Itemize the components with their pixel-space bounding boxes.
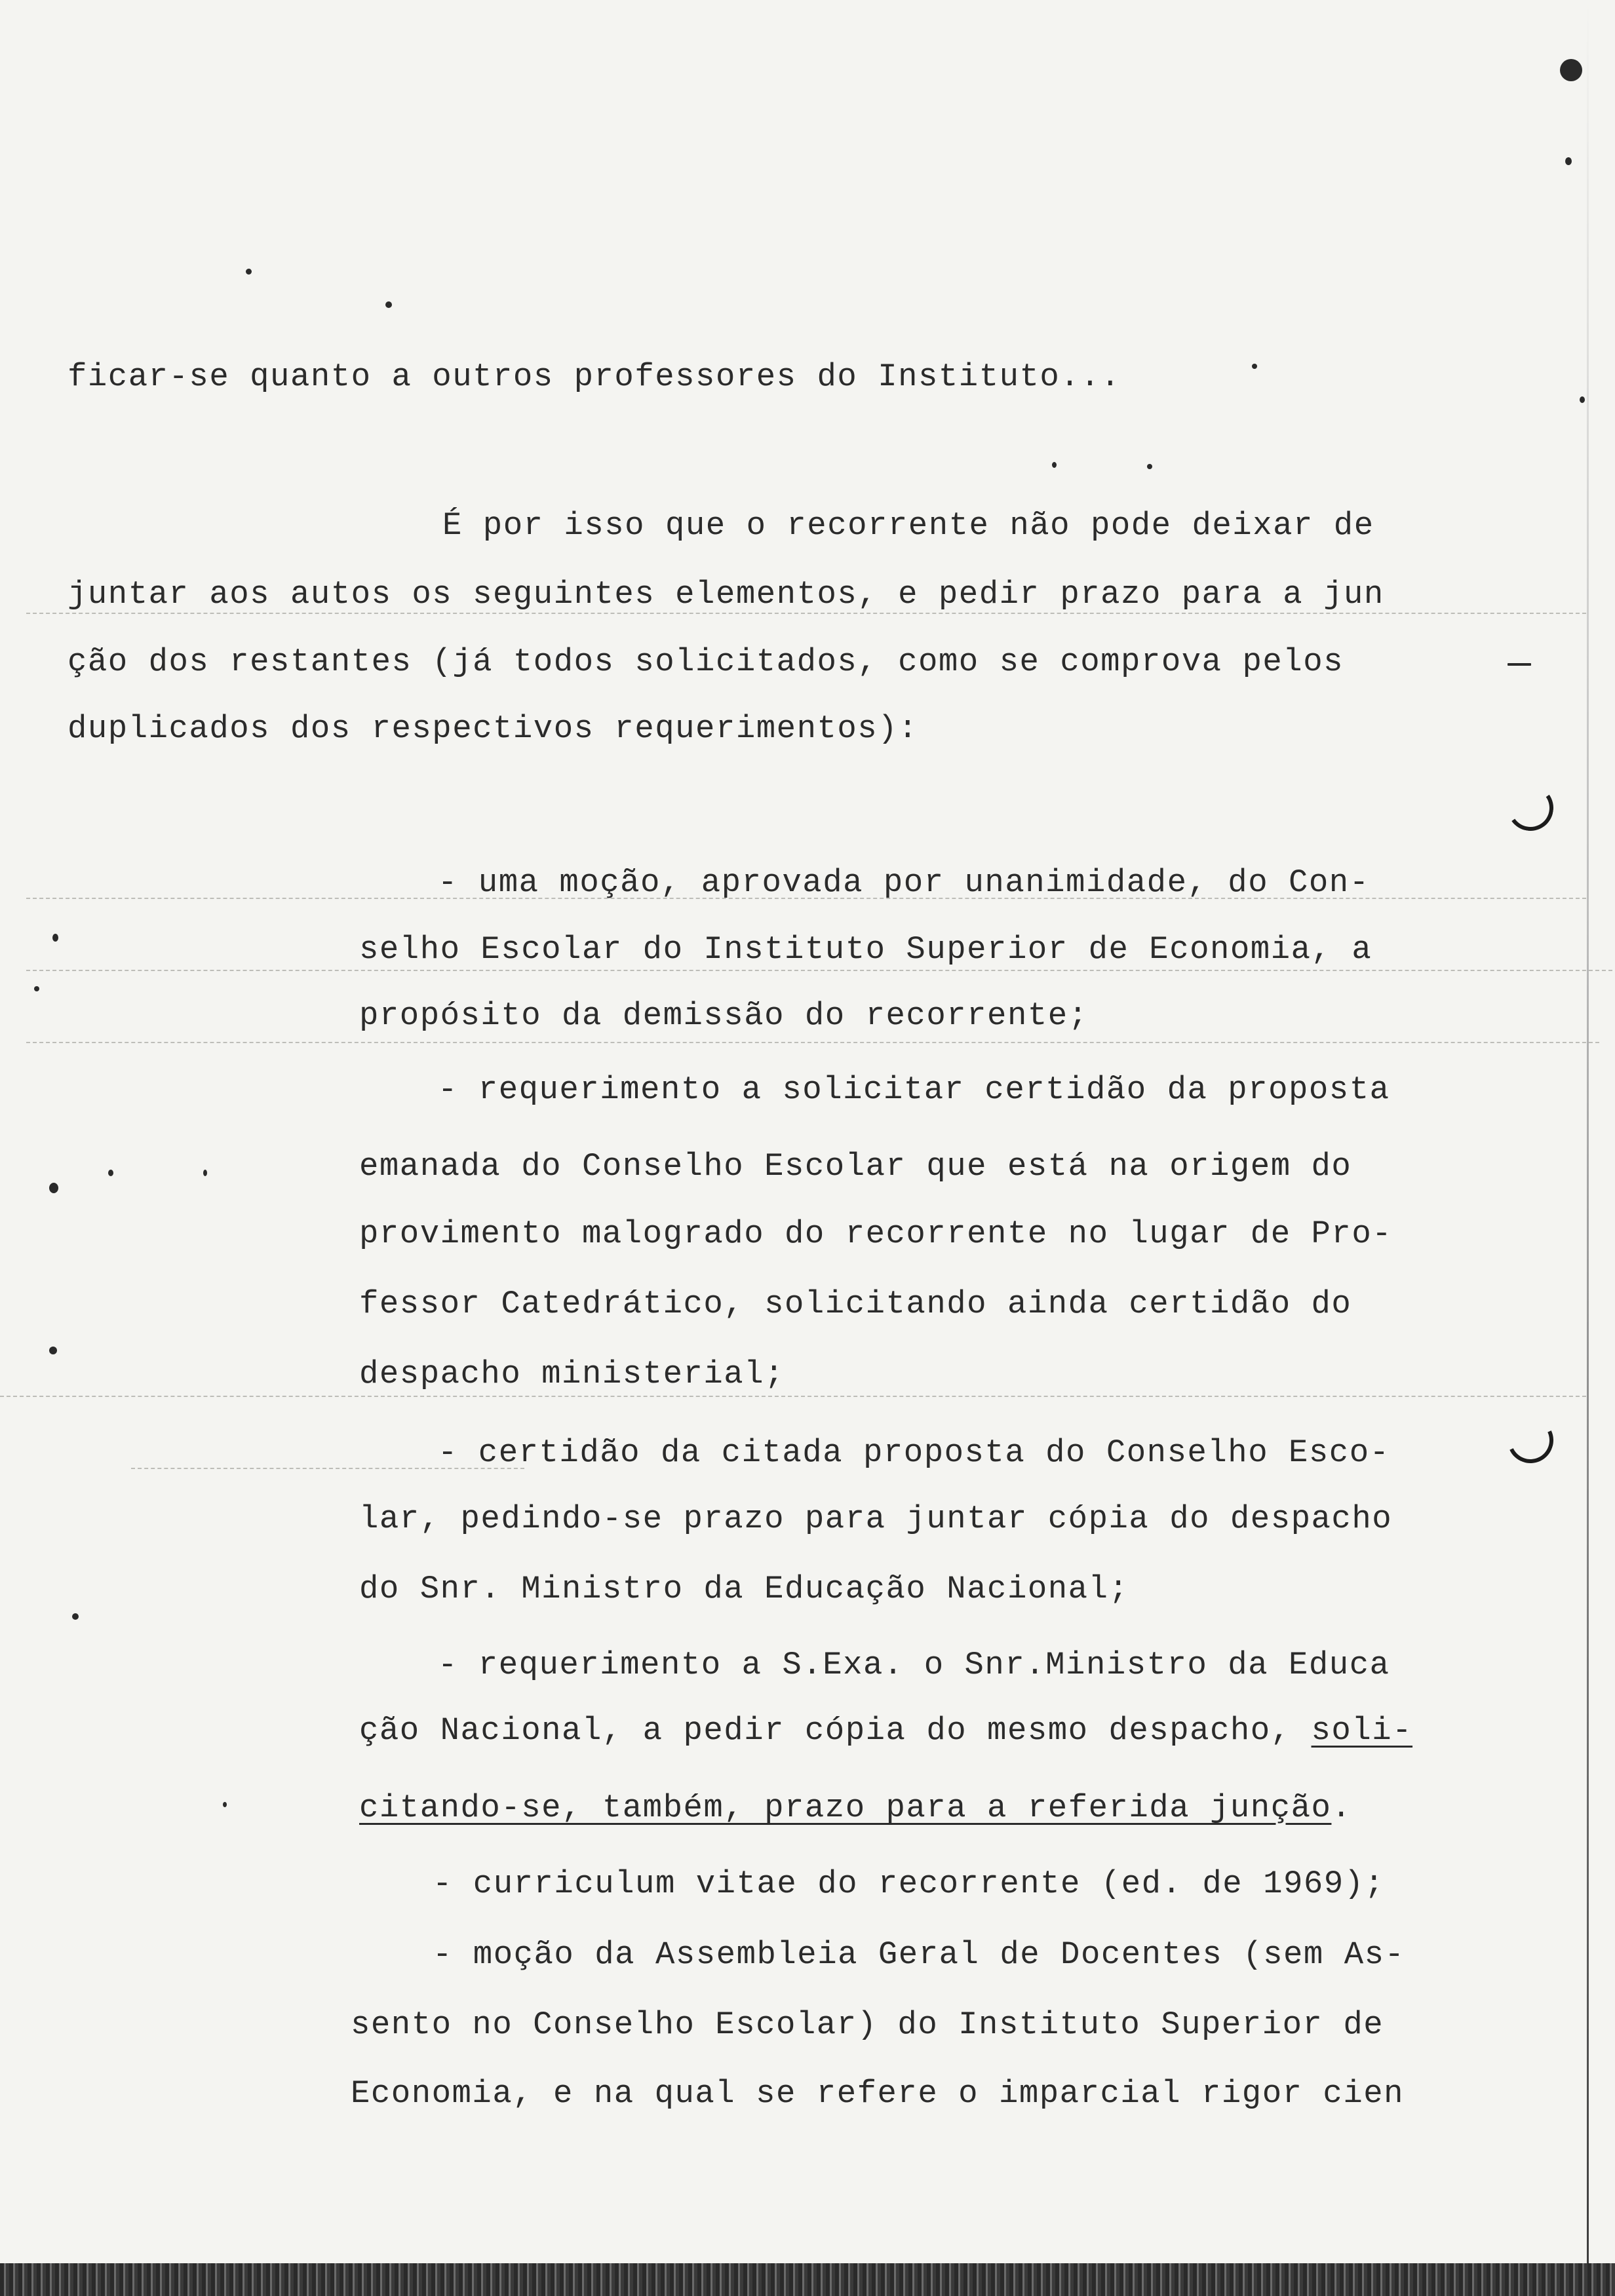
text-line: - curriculum vitae do recorrente (ed. de 1969);	[433, 1866, 1385, 1902]
speck	[108, 1170, 113, 1176]
underlined-text: soli-	[1311, 1712, 1413, 1749]
speck	[223, 1802, 227, 1807]
speck	[1560, 59, 1582, 81]
speck	[1252, 364, 1257, 369]
text-line: - requerimento a solicitar certidão da proposta	[438, 1071, 1390, 1108]
text-line: ção dos restantes (já todos solicitados, como se comprova pelos	[68, 643, 1344, 680]
speck	[1580, 396, 1585, 403]
speck	[246, 269, 252, 275]
speck	[52, 934, 58, 942]
text-line: despacho ministerial;	[359, 1356, 785, 1392]
underlined-text: citando-se, também, prazo para a referida junção	[359, 1789, 1332, 1826]
speck	[203, 1170, 207, 1176]
text-line: emanada do Conselho Escolar que está na origem do	[359, 1148, 1352, 1185]
speck	[1565, 157, 1572, 165]
text-line: sento no Conselho Escolar) do Instituto Superior de	[351, 2006, 1384, 2043]
text-line	[359, 1788, 1352, 1827]
scan-artifact-line	[26, 613, 1586, 615]
speck	[34, 986, 39, 991]
text-line: fessor Catedrático, solicitando ainda certidão do	[359, 1286, 1352, 1322]
text-line	[359, 1711, 1412, 1750]
text-line: - certidão da citada proposta do Conselho Esco-	[438, 1434, 1390, 1471]
scan-artifact-line	[0, 1396, 1586, 1398]
speck	[1508, 663, 1531, 666]
text-line: do Snr. Ministro da Educação Nacional;	[359, 1571, 1129, 1607]
punch-hole-mark	[1504, 781, 1557, 834]
text-segment: ção Nacional, a pedir cópia do mesmo despacho,	[359, 1712, 1312, 1749]
scan-bottom-edge	[0, 2263, 1615, 2296]
text-line: selho Escolar do Instituto Superior de Economia, a	[359, 931, 1372, 968]
text-line: - requerimento a S.Exa. o Snr.Ministro da Educa	[438, 1647, 1390, 1683]
text-line: É por isso que o recorrente não pode deixar de	[442, 507, 1374, 544]
speck	[72, 1613, 79, 1620]
speck	[49, 1183, 58, 1193]
scan-artifact-line	[131, 1468, 524, 1470]
page-edge-shadow	[1587, 0, 1589, 2296]
scan-artifact-line	[26, 970, 1612, 972]
text-line: provimento malogrado do recorrente no lugar de Pro-	[359, 1215, 1393, 1252]
scan-artifact-line	[26, 1042, 1599, 1044]
text-line: - uma moção, aprovada por unanimidade, do Con-	[438, 864, 1370, 901]
text-line: - moção da Assembleia Geral de Docentes (sem As-	[433, 1936, 1405, 1973]
text-line: duplicados dos respectivos requerimentos):	[68, 710, 919, 747]
speck	[1147, 464, 1152, 469]
text-line: Economia, e na qual se refere o imparcial rigor cien	[351, 2075, 1405, 2112]
punch-hole-mark	[1501, 1411, 1560, 1470]
text-line: propósito da demissão do recorrente;	[359, 997, 1089, 1034]
speck	[49, 1347, 57, 1354]
speck	[1052, 462, 1057, 468]
text-line: lar, pedindo-se prazo para juntar cópia do despacho	[359, 1501, 1393, 1537]
scan-artifact-line	[26, 898, 1586, 900]
text-line: ficar-se quanto a outros professores do Instituto...	[68, 358, 1121, 395]
speck	[385, 301, 392, 308]
text-segment: .	[1331, 1789, 1352, 1826]
text-line: juntar aos autos os seguintes elementos, e pedir prazo para a jun	[68, 576, 1384, 613]
